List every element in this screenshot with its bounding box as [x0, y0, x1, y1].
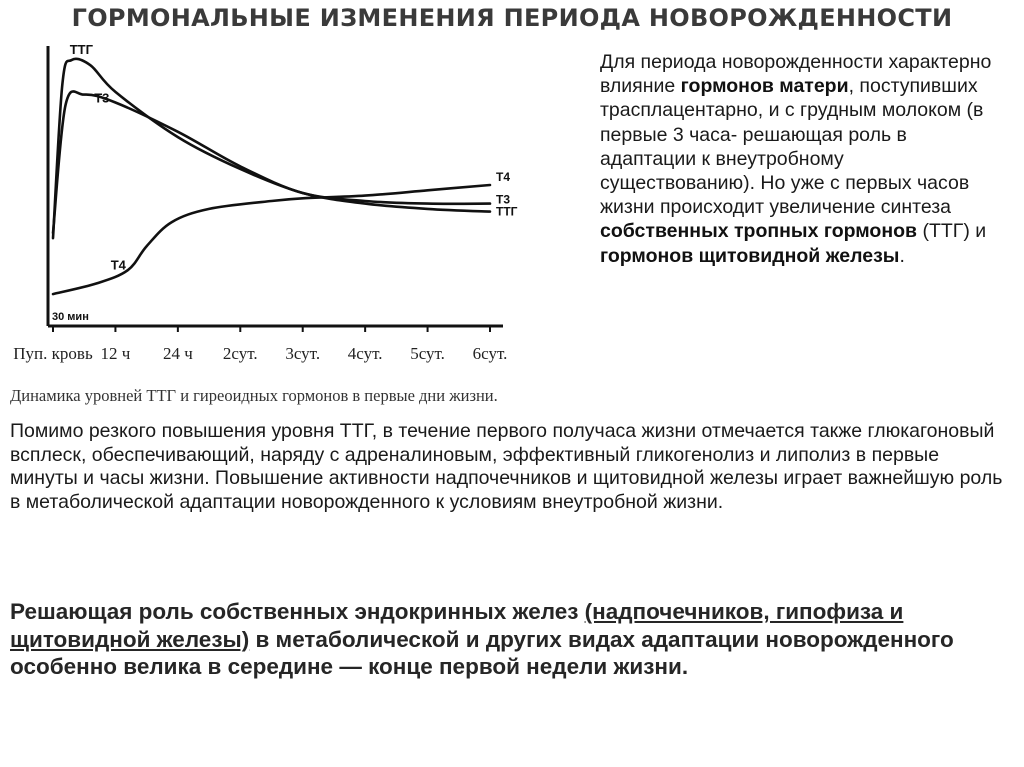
series-label-end: Т4 [496, 170, 511, 184]
x-tick-label: 5сут. [410, 344, 445, 363]
intro-text [600, 50, 1000, 268]
slide-title: ГОРМОНАЛЬНЫЕ ИЗМЕНЕНИЯ ПЕРИОДА НОВОРОЖДЕННОСТИ [71, 4, 953, 32]
x-tick-label: 6сут. [472, 344, 508, 363]
conclusion-underlined: (надпочечников, гипофиза и щитовидной железы) [10, 599, 904, 652]
hormone-chart [8, 36, 598, 408]
x-tick-label: 12 ч [100, 344, 131, 363]
x-tick-label: 2сут. [222, 344, 258, 363]
x-tick-label: 4сут. [347, 344, 383, 363]
series-line-2 [53, 91, 490, 233]
conclusion-part: Решающая роль собственных эндокринных желез [10, 599, 585, 624]
series-label-end: Т3 [496, 192, 511, 207]
series-line-1 [53, 59, 490, 238]
body-paragraph: Помимо резкого повышения уровня ТТГ, в течение первого получаса жизни отмечается также глюкагоновый всплеск, обеспечивающий, наряду с адреналиновым, эффективный гликогенолиз и липолиз в первые минуты и часы жизни. Повышение активности надпочечников и щитовидной железы играет важнейшую роль в метаболической адаптации новорожденного к условиям внеутробной жизни. [10, 420, 1003, 513]
intro-bold-thyroid-hormones: гормонов щитовидной железы [600, 244, 900, 267]
intro-text-part: , поступивших трасплацентарно, и с грудным молоком (в первые 3 часа- решающая роль в адаптации к внеутробному существованию). Но уже с первых часов жизни происходит увеличение синтеза [600, 75, 984, 219]
intro-bold-tropic-hormones: собственных тропных гормонов [600, 220, 918, 243]
conclusion-part: в метаболической и других видах адаптации новорожденного особенно велика в середине — конце первой недели жизни. [10, 626, 954, 679]
x-tick-label: 24 ч [162, 344, 193, 363]
inset-label: 30 мин [52, 311, 89, 323]
intro-text-part: (ТТГ) и [917, 220, 987, 243]
series-label-end: ТТГ [496, 204, 518, 219]
series-label-start: ТТГ [69, 41, 93, 57]
figure-caption: Динамика уровней ТТГ и гиреоидных гормонов в первые дни жизни. [10, 386, 498, 405]
x-tick-label: Пуп. кровь [13, 344, 93, 363]
conclusion-text [10, 598, 1010, 681]
x-tick-label: 3сут. [285, 344, 321, 363]
intro-text-part: . [899, 244, 905, 267]
series-label-start: Т3 [94, 90, 110, 106]
series-label-start: Т4 [110, 257, 126, 273]
intro-bold-maternal-hormones: гормонов матери [680, 75, 849, 98]
series-line-3 [53, 185, 490, 294]
intro-text-part: Для периода новорожденности характерно влияние [600, 51, 992, 98]
